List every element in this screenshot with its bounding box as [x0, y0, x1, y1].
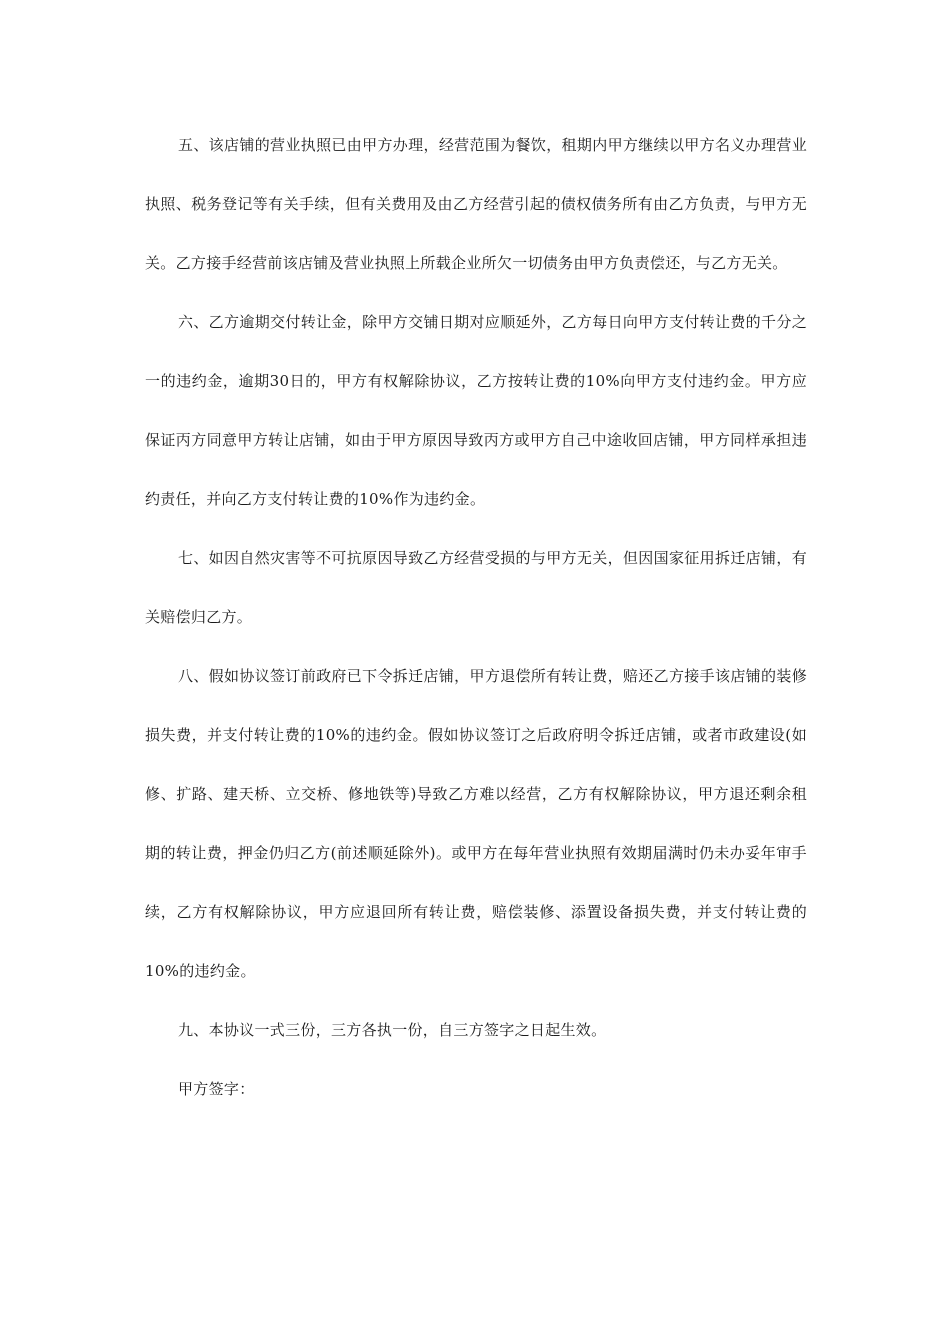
clause-eight: 八、假如协议签订前政府已下令拆迁店铺，甲方退偿所有转让费，赔还乙方接手该店铺的装修损失费，并支付转让费的10%的违约金。假如协议签订之后政府明令拆迁店铺，或者市政建设(如修、扩路、建天桥、立交桥、修地铁等)导致乙方难以经营，乙方有权解除协议，甲方退还剩余租期的转让费，押金仍归乙方(前述顺延除外)。或甲方在每年营业执照有效期届满时仍未办妥年审手续，乙方有权解除协议，甲方应退回所有转让费，赔偿装修、添置设备损失费，并支付转让费的10%的违约金。: [145, 667, 807, 980]
clause-six: 六、乙方逾期交付转让金，除甲方交铺日期对应顺延外，乙方每日向甲方支付转让费的千分之一的违约金，逾期30日的，甲方有权解除协议，乙方按转让费的10%向甲方支付违约金。甲方应保证丙方同意甲方转让店铺，如由于甲方原因导致丙方或甲方自己中途收回店铺，甲方同样承担违约责任，并向乙方支付转让费的10%作为违约金。: [145, 313, 807, 508]
party-a-signature-label: 甲方签字：: [178, 1080, 255, 1098]
document-body: [145, 116, 807, 1119]
clause-five: 五、该店铺的营业执照已由甲方办理，经营范围为餐饮，租期内甲方继续以甲方名义办理营业执照、税务登记等有关手续，但有关费用及由乙方经营引起的债权债务所有由乙方负责，与甲方无关。乙方接手经营前该店铺及营业执照上所载企业所欠一切债务由甲方负责偿还，与乙方无关。: [145, 136, 807, 272]
clause-seven: 七、如因自然灾害等不可抗原因导致乙方经营受损的与甲方无关，但因国家征用拆迁店铺，有关赔偿归乙方。: [145, 549, 807, 626]
clause-nine: 九、本协议一式三份，三方各执一份，自三方签字之日起生效。: [178, 1021, 607, 1039]
